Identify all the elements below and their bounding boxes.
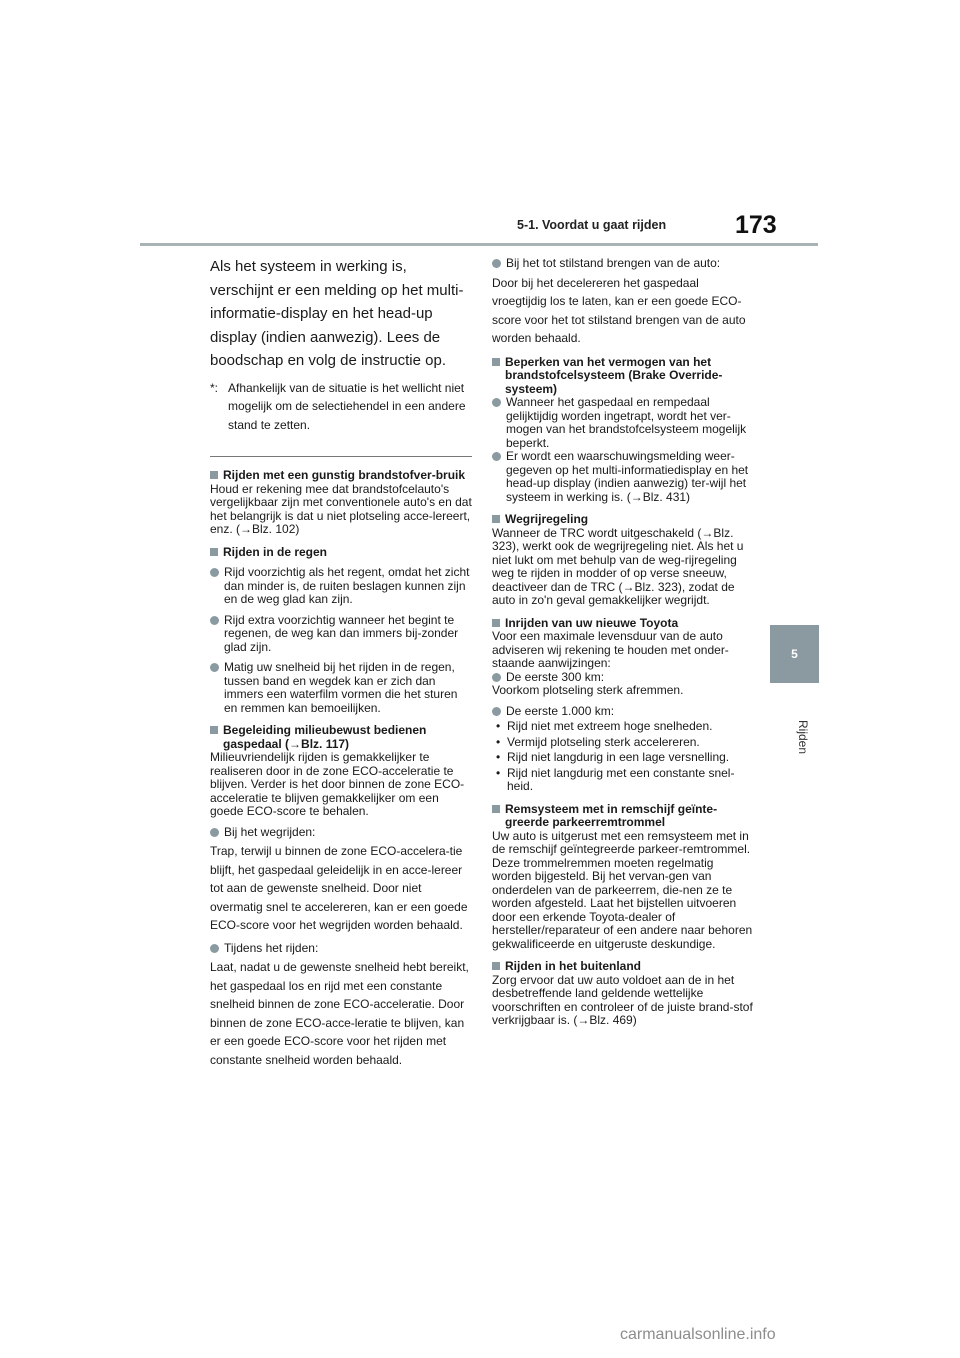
list-item: Tijdens het rijden: [210, 942, 472, 956]
list-item: Rijd voorzichtig als het regent, omdat het zicht dan minder is, de ruiten beslagen kunnen zijn en de weg glad kan zijn. [210, 566, 472, 607]
section-text: Uw auto is uitgerust met een remsysteem met in de remschijf geïntegreerde parkeer-remtrommel. Deze trommelremmen moeten regelmatig worden bijgesteld. Bij het vervan-gen van onderdelen van de parkeerrem, die-nen ze te worden afgesteld. Laat het bijstellen uitvoeren door een erkende Toyota-dealer of hersteller/reparateur of een andere naar behoren gekwalificeerde en uitgeruste deskundige. [492, 828, 753, 951]
square-bullet-icon [492, 962, 500, 970]
lead-paragraph: Als het systeem in werking is, verschijnt er een melding op het multi-informatie-display en het head-up display (indien aanwezig). Lees de boodschap en volg de instructie op. [210, 258, 464, 369]
section-eco-pedal [210, 724, 472, 1069]
list-item: Bij het wegrijden: [210, 826, 472, 840]
section-title: Remsysteem met in remschijf geïnte-greerde parkeerremtrommel [505, 801, 718, 829]
watermark: carmanualsonline.info [620, 1326, 776, 1343]
chapter-tab: 5 [770, 625, 819, 683]
sub-list-item: • Vermijd plotseling sterk accelereren. [496, 734, 700, 749]
footnote [210, 379, 472, 435]
circle-bullet-icon [492, 452, 501, 461]
section-break-in [492, 617, 756, 794]
list-item: Rijd extra voorzichtig wanneer het begint te regenen, de weg kan dan immers bij-zonder glad zijn. [210, 614, 472, 655]
section-text: Wanneer de TRC wordt uitgeschakeld (→Blz. 323), werkt ook de wegrijregeling niet. Als het u niet lukt om met behulp van de weg-rijregeling weg te rijden in modder of op verse sneeuw, deactiveer dan de TRC (→Blz. 323), zodat de auto in zo'n geval gemakkelijker wegrijdt. [492, 525, 744, 607]
right-column [492, 255, 756, 1028]
header-divider [140, 243, 818, 246]
page-number: 173 [735, 211, 777, 239]
section-text: Zorg ervoor dat uw auto voldoet aan de in het desbetreffende land geldende wettelijke voorschriften en controleer of de juiste brand-stof verkrijgbaar is. (→Blz. 469) [492, 972, 753, 1027]
sub-list-item: • Rijd niet met extreem hoge snelheden. [496, 719, 713, 733]
circle-bullet-icon [210, 568, 219, 577]
circle-bullet-icon [492, 707, 501, 716]
sub-list-item: • Rijd niet langdurig in een lage versnelling. [496, 750, 730, 764]
circle-bullet-icon [492, 259, 501, 268]
square-bullet-icon [210, 726, 218, 734]
section-title: Rijden met een gunstig brandstofver-bruik [223, 468, 466, 482]
list-item: Wanneer het gaspedaal en rempedaal gelijktijdig worden ingetrapt, wordt het ver-mogen van het brandstofcelsysteem mogelijk beperkt. [492, 396, 756, 450]
list-item: Bij het tot stilstand brengen van de auto: [492, 257, 756, 271]
left-column [210, 255, 472, 1069]
square-bullet-icon [492, 515, 500, 523]
circle-bullet-icon [210, 828, 219, 837]
section-title: Wegrijregeling [505, 512, 589, 526]
list-item: Er wordt een waarschuwingsmelding weer-gegeven op het multi-informatiedisplay en het head-up display (indien aanwezig) ter-wijl het systeem in werking is. (→Blz. 431) [492, 450, 756, 504]
square-bullet-icon [492, 619, 500, 627]
circle-bullet-icon [492, 398, 501, 407]
square-bullet-icon [492, 805, 500, 813]
section-launch-control [492, 513, 756, 608]
section-text: Door bij het decelereren het gaspedaal vroegtijdig los te laten, kan er een goede ECO-score voor het tot stilstand brengen van de auto worden behaald. [492, 275, 746, 345]
section-text: Houd er rekening mee dat brandstofcelauto's vergelijkbaar zijn met conventionele auto's en dat het belangrijk is dat u niet plotseling acce-lereert, enz. (→Blz. 102) [210, 481, 472, 536]
section-text: Milieuvriendelijk rijden is gemakkelijker te realiseren door in de zone ECO-acceleratie te blijven. Verder is het door binnen de zone ECO-acceleratie te blijven gemakkelijker om een goede ECO-score te behalen. [210, 750, 465, 818]
section-text: Laat, nadat u de gewenste snelheid hebt bereikt, het gaspedaal los en rijd met een constante snelheid binnen de zone ECO-acceleratie. Door binnen de zone ECO-acce-leratie te blijven, kan er een goede ECO-score voor het rijden met constante snelheid worden behaald. [210, 960, 469, 1067]
circle-bullet-icon [210, 944, 219, 953]
section-text: Trap, terwijl u binnen de zone ECO-accelera-tie blijft, het gaspedaal geleidelijk in en acce-lereer tot aan de gewenste snelheid. Door niet overmatig snel te accelereren, kan er een goede ECO-score voor het wegrijden worden behaald. [210, 844, 468, 932]
list-item: De eerste 1.000 km: [492, 705, 756, 719]
square-bullet-icon [210, 471, 218, 479]
footnote-mark: *: [210, 380, 219, 395]
section-title: Inrijden van uw nieuwe Toyota [505, 615, 679, 630]
sub-list-item: • Rijd niet langdurig met een constante snel-heid. [496, 765, 735, 793]
section-text: Voorkom plotseling sterk afremmen. [492, 683, 684, 697]
list-item: De eerste 300 km: [492, 671, 756, 685]
section-title: Beperken van het vermogen van het brandstofcelsysteem (Brake Override-systeem) [505, 354, 723, 396]
section-title: Rijden in de regen [223, 544, 328, 559]
circle-bullet-icon [210, 663, 219, 672]
chapter-tab-label: Rijden [796, 720, 810, 755]
section-title: Begeleiding milieubewust bedienen gaspedaal (→Blz. 117) [223, 723, 427, 751]
list-item: Matig uw snelheid bij het rijden in de regen, tussen band en wegdek kan er zich dan immers een waterfilm vormen die het sturen en remmen kan bemoeilijken. [210, 661, 472, 715]
section-divider [210, 456, 472, 457]
section-fuel-economy [210, 469, 472, 537]
chapter-header: 5-1. Voordat u gaat rijden [517, 218, 667, 232]
section-abroad [492, 960, 756, 1028]
square-bullet-icon [210, 548, 218, 556]
square-bullet-icon [492, 358, 500, 366]
circle-bullet-icon [210, 616, 219, 625]
section-title: Rijden in het buitenland [505, 959, 641, 973]
section-text: Voor een maximale levensduur van de auto adviseren wij rekening te houden met onder-staande aanwijzingen: [492, 629, 729, 670]
section-rain [210, 546, 472, 716]
footnote-text: Afhankelijk van de situatie is het wellicht niet mogelijk om de selectiehendel in een andere stand te zetten. [228, 380, 466, 432]
section-parking-brake [492, 803, 756, 952]
section-brake-override [492, 356, 756, 505]
circle-bullet-icon [492, 673, 501, 682]
